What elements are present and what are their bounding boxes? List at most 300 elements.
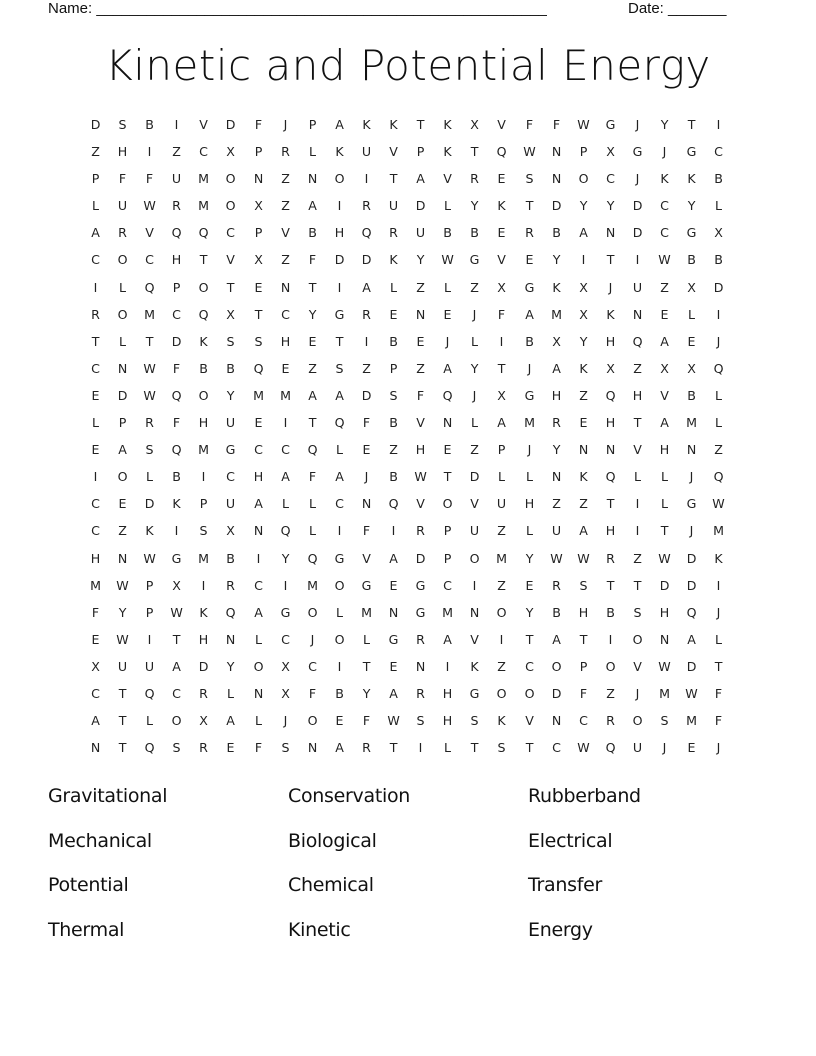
grid-letter[interactable]: A [226, 714, 236, 729]
grid-letter[interactable]: V [416, 416, 425, 431]
grid-letter[interactable]: Y [227, 388, 235, 403]
grid-letter[interactable]: W [143, 551, 156, 566]
grid-letter[interactable]: A [687, 632, 696, 647]
grid-letter[interactable]: U [118, 199, 128, 214]
grid-letter[interactable]: C [226, 226, 236, 241]
grid-letter[interactable]: I [337, 524, 342, 539]
grid-letter[interactable]: J [283, 118, 288, 132]
grid-letter[interactable]: I [174, 524, 179, 539]
grid-letter[interactable]: C [443, 578, 453, 593]
grid-letter[interactable]: O [307, 714, 318, 729]
grid-letter[interactable]: W [116, 578, 129, 593]
grid-letter[interactable]: V [389, 145, 398, 160]
grid-letter[interactable]: E [118, 497, 127, 512]
grid-letter[interactable]: N [659, 632, 670, 647]
grid-letter[interactable]: T [145, 334, 154, 349]
grid-letter[interactable]: L [362, 632, 370, 647]
grid-letter[interactable]: A [91, 226, 100, 241]
grid-letter[interactable]: M [279, 388, 291, 403]
grid-letter[interactable]: T [254, 307, 262, 322]
grid-letter[interactable]: L [390, 280, 398, 295]
grid-letter[interactable]: T [606, 253, 615, 268]
grid-letter[interactable]: F [498, 307, 506, 322]
grid-letter[interactable]: Z [280, 253, 290, 268]
grid-letter[interactable]: K [714, 551, 723, 566]
grid-letter[interactable]: T [525, 741, 533, 756]
date-field[interactable]: Date: _______ [628, 0, 727, 17]
grid-letter[interactable]: U [226, 416, 236, 431]
grid-letter[interactable]: A [280, 470, 290, 485]
grid-letter[interactable]: N [90, 741, 101, 756]
grid-letter[interactable]: H [605, 416, 616, 431]
grid-letter[interactable]: G [171, 551, 182, 566]
grid-letter[interactable]: L [335, 605, 343, 620]
grid-letter[interactable]: T [443, 470, 452, 485]
grid-letter[interactable]: W [658, 659, 671, 674]
grid-letter[interactable]: Q [280, 524, 291, 539]
grid-letter[interactable]: E [416, 334, 425, 349]
grid-letter[interactable]: H [253, 470, 263, 485]
grid-letter[interactable]: E [227, 741, 236, 756]
grid-letter[interactable]: F [91, 605, 100, 620]
grid-letter[interactable]: J [662, 145, 667, 160]
grid-letter[interactable]: H [90, 551, 101, 566]
grid-letter[interactable]: B [145, 118, 155, 132]
grid-letter[interactable]: I [635, 497, 640, 512]
grid-letter[interactable]: G [334, 551, 345, 566]
grid-letter[interactable]: G [280, 605, 291, 620]
grid-letter[interactable]: P [498, 443, 506, 458]
grid-letter[interactable]: Z [578, 388, 588, 403]
grid-letter[interactable]: R [145, 416, 155, 431]
grid-letter[interactable]: C [334, 497, 344, 512]
grid-letter[interactable]: M [686, 416, 698, 431]
grid-letter[interactable]: Z [362, 361, 371, 376]
grid-letter[interactable]: A [91, 714, 100, 729]
grid-letter[interactable]: I [445, 659, 450, 674]
grid-letter[interactable]: B [226, 551, 236, 566]
grid-letter[interactable]: B [714, 172, 724, 187]
grid-letter[interactable]: O [117, 253, 128, 268]
grid-letter[interactable]: Q [361, 226, 372, 241]
grid-letter[interactable]: R [280, 145, 290, 160]
grid-letter[interactable]: W [577, 118, 590, 132]
grid-letter[interactable]: E [497, 172, 506, 187]
grid-letter[interactable]: C [172, 686, 182, 701]
grid-letter[interactable]: C [172, 307, 182, 322]
grid-letter[interactable]: C [660, 226, 669, 241]
grid-letter[interactable]: R [524, 226, 534, 241]
grid-letter[interactable]: L [525, 470, 533, 485]
grid-letter[interactable]: I [337, 280, 342, 295]
grid-letter[interactable]: P [443, 524, 452, 539]
grid-letter[interactable]: Z [497, 578, 507, 593]
grid-letter[interactable]: O [605, 659, 616, 674]
grid-letter[interactable]: V [633, 659, 642, 674]
grid-letter[interactable]: I [608, 632, 613, 647]
grid-letter[interactable]: P [118, 416, 127, 431]
grid-letter[interactable]: P [91, 172, 100, 187]
grid-letter[interactable]: Z [470, 443, 480, 458]
grid-letter[interactable]: O [171, 714, 182, 729]
grid-letter[interactable]: P [416, 145, 425, 160]
grid-letter[interactable]: W [522, 145, 536, 160]
grid-letter[interactable]: X [226, 307, 236, 322]
grid-letter[interactable]: L [715, 632, 723, 647]
grid-letter[interactable]: E [254, 416, 263, 431]
grid-letter[interactable]: O [551, 659, 562, 674]
grid-letter[interactable]: X [714, 226, 724, 241]
grid-letter[interactable]: N [686, 443, 697, 458]
grid-letter[interactable]: C [199, 145, 209, 160]
grid-letter[interactable]: M [144, 307, 156, 322]
grid-letter[interactable]: I [418, 741, 423, 756]
grid-letter[interactable]: X [605, 361, 615, 376]
grid-letter[interactable]: Y [525, 551, 533, 566]
grid-letter[interactable]: S [525, 172, 534, 187]
grid-letter[interactable]: N [551, 714, 561, 729]
grid-letter[interactable]: W [658, 253, 671, 268]
grid-letter[interactable]: N [551, 470, 561, 485]
grid-letter[interactable]: O [469, 551, 480, 566]
grid-letter[interactable]: H [632, 388, 643, 403]
grid-letter[interactable]: M [523, 416, 535, 431]
grid-letter[interactable]: S [227, 334, 236, 349]
grid-letter[interactable]: X [91, 659, 100, 674]
grid-letter[interactable]: J [635, 686, 640, 701]
grid-letter[interactable]: H [443, 686, 453, 701]
grid-letter[interactable]: A [660, 416, 669, 431]
grid-letter[interactable]: T [660, 524, 669, 539]
grid-letter[interactable]: L [254, 714, 262, 729]
grid-letter[interactable]: A [362, 280, 371, 295]
grid-letter[interactable]: C [280, 443, 290, 458]
grid-letter[interactable]: O [198, 388, 209, 403]
grid-letter[interactable]: L [146, 714, 154, 729]
grid-letter[interactable]: C [253, 443, 263, 458]
grid-letter[interactable]: Q [171, 443, 182, 458]
grid-letter[interactable]: M [686, 714, 698, 729]
grid-letter[interactable]: E [687, 741, 696, 756]
grid-letter[interactable]: N [551, 172, 561, 187]
grid-letter[interactable]: Y [362, 686, 371, 701]
grid-letter[interactable]: O [334, 632, 345, 647]
grid-letter[interactable]: L [308, 524, 316, 539]
grid-letter[interactable]: V [416, 497, 425, 512]
grid-letter[interactable]: B [199, 361, 209, 376]
grid-letter[interactable]: J [689, 470, 694, 485]
grid-letter[interactable]: N [253, 524, 263, 539]
grid-letter[interactable]: H [551, 388, 561, 403]
grid-letter[interactable]: S [416, 714, 425, 729]
grid-letter[interactable]: G [334, 307, 345, 322]
grid-letter[interactable]: I [472, 578, 477, 593]
grid-letter[interactable]: F [308, 686, 316, 701]
grid-letter[interactable]: Y [525, 605, 533, 620]
grid-letter[interactable]: Q [713, 361, 724, 376]
grid-letter[interactable]: I [93, 470, 98, 485]
grid-letter[interactable]: O [496, 686, 507, 701]
grid-letter[interactable]: J [689, 524, 694, 539]
grid-letter[interactable]: X [470, 118, 480, 132]
grid-letter[interactable]: N [443, 416, 453, 431]
grid-letter[interactable]: S [145, 443, 154, 458]
grid-letter[interactable]: Q [198, 307, 209, 322]
grid-letter[interactable]: O [226, 172, 236, 187]
grid-letter[interactable]: U [470, 524, 480, 539]
grid-letter[interactable]: E [335, 714, 344, 729]
grid-letter[interactable]: R [389, 226, 398, 241]
grid-letter[interactable]: N [253, 172, 263, 187]
grid-letter[interactable]: O [334, 578, 345, 593]
grid-letter[interactable]: L [308, 145, 316, 160]
grid-letter[interactable]: A [551, 361, 561, 376]
grid-letter[interactable]: N [361, 497, 372, 512]
grid-letter[interactable]: B [687, 388, 696, 403]
grid-letter[interactable]: T [118, 741, 127, 756]
grid-letter[interactable]: A [253, 497, 263, 512]
grid-letter[interactable]: L [498, 470, 506, 485]
grid-letter[interactable]: A [524, 307, 534, 322]
grid-letter[interactable]: S [497, 741, 506, 756]
grid-letter[interactable]: M [442, 605, 454, 620]
grid-letter[interactable]: E [579, 416, 588, 431]
grid-letter[interactable]: D [171, 334, 182, 349]
grid-letter[interactable]: W [577, 551, 590, 566]
grid-letter[interactable]: O [307, 605, 318, 620]
grid-letter[interactable]: W [685, 686, 698, 701]
grid-letter[interactable]: U [632, 280, 643, 295]
grid-letter[interactable]: V [280, 226, 290, 241]
grid-letter[interactable]: F [308, 253, 316, 268]
grid-letter[interactable]: Z [605, 686, 615, 701]
grid-letter[interactable]: Z [497, 659, 507, 674]
grid-letter[interactable]: H [659, 443, 670, 458]
grid-letter[interactable]: U [118, 659, 128, 674]
grid-letter[interactable]: K [606, 307, 615, 322]
grid-letter[interactable]: I [500, 334, 504, 349]
grid-letter[interactable]: J [635, 118, 640, 132]
grid-letter[interactable]: K [552, 280, 561, 295]
grid-letter[interactable]: M [252, 388, 264, 403]
grid-letter[interactable]: W [577, 741, 590, 756]
grid-letter[interactable]: Y [687, 199, 696, 214]
grid-letter[interactable]: A [307, 388, 317, 403]
grid-letter[interactable]: N [226, 632, 236, 647]
grid-letter[interactable]: H [117, 145, 128, 160]
grid-letter[interactable]: F [715, 686, 723, 701]
grid-letter[interactable]: A [389, 686, 398, 701]
grid-letter[interactable]: Y [118, 605, 127, 620]
grid-letter[interactable]: E [389, 578, 398, 593]
grid-letter[interactable]: Q [632, 334, 643, 349]
grid-letter[interactable]: F [146, 172, 154, 187]
grid-letter[interactable]: A [335, 470, 344, 485]
grid-letter[interactable]: N [578, 443, 588, 458]
grid-letter[interactable]: B [335, 686, 344, 701]
grid-letter[interactable]: F [119, 172, 127, 187]
grid-letter[interactable]: C [578, 714, 588, 729]
grid-letter[interactable]: B [443, 226, 453, 241]
grid-letter[interactable]: X [199, 714, 209, 729]
grid-letter[interactable]: M [198, 199, 210, 214]
grid-letter[interactable]: E [308, 334, 317, 349]
grid-letter[interactable]: K [687, 172, 696, 187]
grid-letter[interactable]: I [202, 470, 206, 485]
grid-letter[interactable]: Y [552, 253, 560, 268]
grid-letter[interactable]: E [254, 280, 263, 295]
grid-letter[interactable]: M [198, 551, 210, 566]
grid-letter[interactable]: Z [307, 361, 317, 376]
grid-letter[interactable]: H [443, 714, 453, 729]
grid-letter[interactable]: Z [280, 172, 290, 187]
grid-letter[interactable]: C [307, 659, 317, 674]
grid-letter[interactable]: Y [579, 199, 588, 214]
grid-letter[interactable]: I [364, 172, 369, 187]
grid-letter[interactable]: S [660, 714, 669, 729]
grid-letter[interactable]: E [525, 253, 534, 268]
grid-letter[interactable]: R [470, 172, 480, 187]
grid-letter[interactable]: F [308, 470, 316, 485]
grid-letter[interactable]: M [198, 443, 210, 458]
grid-letter[interactable]: C [280, 632, 290, 647]
grid-letter[interactable]: M [496, 551, 508, 566]
grid-letter[interactable]: Q [605, 741, 616, 756]
grid-letter[interactable]: U [497, 497, 507, 512]
grid-letter[interactable]: B [605, 605, 615, 620]
grid-letter[interactable]: B [551, 605, 561, 620]
grid-letter[interactable]: T [633, 578, 642, 593]
grid-letter[interactable]: A [253, 605, 263, 620]
grid-letter[interactable]: T [227, 280, 235, 295]
grid-letter[interactable]: K [660, 172, 669, 187]
grid-letter[interactable]: Y [471, 199, 479, 214]
grid-letter[interactable]: Q [253, 361, 264, 376]
grid-letter[interactable]: I [635, 524, 640, 539]
grid-letter[interactable]: E [660, 307, 669, 322]
grid-letter[interactable]: T [389, 741, 398, 756]
grid-letter[interactable]: K [497, 714, 507, 729]
grid-letter[interactable]: F [525, 118, 533, 132]
grid-letter[interactable]: Y [552, 443, 560, 458]
grid-letter[interactable]: Z [633, 551, 642, 566]
grid-letter[interactable]: T [525, 199, 533, 214]
grid-letter[interactable]: C [551, 741, 561, 756]
grid-letter[interactable]: G [361, 578, 372, 593]
grid-letter[interactable]: N [632, 307, 643, 322]
grid-letter[interactable]: D [551, 686, 561, 701]
grid-letter[interactable]: A [443, 632, 453, 647]
grid-letter[interactable]: X [578, 307, 588, 322]
grid-letter[interactable]: C [145, 253, 155, 268]
grid-letter[interactable]: K [443, 145, 452, 160]
grid-letter[interactable]: J [445, 334, 450, 349]
grid-letter[interactable]: E [525, 578, 534, 593]
grid-letter[interactable]: I [500, 632, 504, 647]
grid-letter[interactable]: F [362, 714, 371, 729]
grid-letter[interactable]: J [472, 388, 477, 403]
grid-letter[interactable]: A [551, 632, 561, 647]
grid-letter[interactable]: I [256, 551, 260, 566]
grid-letter[interactable]: J [310, 632, 315, 647]
grid-letter[interactable]: R [551, 416, 561, 431]
grid-letter[interactable]: P [308, 118, 317, 132]
grid-letter[interactable]: E [443, 307, 452, 322]
grid-letter[interactable]: E [91, 388, 100, 403]
grid-letter[interactable]: B [687, 253, 696, 268]
grid-letter[interactable]: X [172, 578, 182, 593]
grid-letter[interactable]: Q [442, 388, 453, 403]
grid-letter[interactable]: X [497, 280, 507, 295]
grid-letter[interactable]: C [253, 578, 263, 593]
grid-letter[interactable]: D [117, 388, 128, 403]
grid-letter[interactable]: U [388, 199, 399, 214]
grid-letter[interactable]: H [578, 605, 588, 620]
grid-letter[interactable]: E [497, 226, 506, 241]
grid-letter[interactable]: H [605, 334, 616, 349]
grid-letter[interactable]: Z [714, 443, 724, 458]
grid-letter[interactable]: Q [144, 280, 155, 295]
grid-letter[interactable]: T [633, 416, 642, 431]
grid-letter[interactable]: T [471, 145, 479, 160]
grid-letter[interactable]: D [632, 199, 643, 214]
grid-letter[interactable]: I [147, 632, 152, 647]
grid-letter[interactable]: J [364, 470, 369, 485]
grid-letter[interactable]: K [389, 118, 398, 132]
grid-letter[interactable]: L [688, 307, 696, 322]
grid-letter[interactable]: E [91, 632, 100, 647]
grid-letter[interactable]: W [658, 551, 671, 566]
grid-letter[interactable]: D [686, 551, 697, 566]
grid-letter[interactable]: Q [226, 605, 236, 620]
grid-letter[interactable]: T [606, 497, 615, 512]
grid-letter[interactable]: J [472, 307, 477, 322]
grid-letter[interactable]: G [226, 443, 236, 458]
grid-letter[interactable]: O [117, 307, 128, 322]
grid-letter[interactable]: X [660, 361, 669, 376]
grid-letter[interactable]: O [442, 497, 453, 512]
grid-letter[interactable]: N [415, 307, 426, 322]
grid-letter[interactable]: L [661, 470, 669, 485]
grid-letter[interactable]: I [147, 145, 152, 160]
grid-letter[interactable]: U [226, 497, 236, 512]
grid-letter[interactable]: H [199, 416, 209, 431]
grid-letter[interactable]: A [578, 524, 588, 539]
grid-letter[interactable]: D [470, 470, 480, 485]
grid-letter[interactable]: A [172, 659, 182, 674]
grid-letter[interactable]: D [686, 578, 697, 593]
grid-letter[interactable]: L [444, 280, 452, 295]
grid-letter[interactable]: N [280, 280, 290, 295]
grid-letter[interactable]: S [579, 578, 588, 593]
grid-letter[interactable]: I [202, 578, 206, 593]
grid-letter[interactable]: V [497, 253, 507, 268]
grid-letter[interactable]: H [605, 524, 616, 539]
grid-letter[interactable]: A [335, 741, 344, 756]
grid-letter[interactable]: T [471, 741, 479, 756]
grid-letter[interactable]: P [145, 578, 154, 593]
grid-letter[interactable]: U [632, 741, 643, 756]
grid-letter[interactable]: A [497, 416, 507, 431]
grid-letter[interactable]: J [635, 172, 640, 187]
grid-letter[interactable]: T [308, 280, 317, 295]
grid-letter[interactable]: T [606, 578, 615, 593]
grid-letter[interactable]: Z [660, 280, 669, 295]
grid-letter[interactable]: X [578, 280, 588, 295]
grid-letter[interactable]: R [416, 686, 426, 701]
grid-letter[interactable]: D [226, 118, 236, 132]
grid-letter[interactable]: M [198, 172, 210, 187]
